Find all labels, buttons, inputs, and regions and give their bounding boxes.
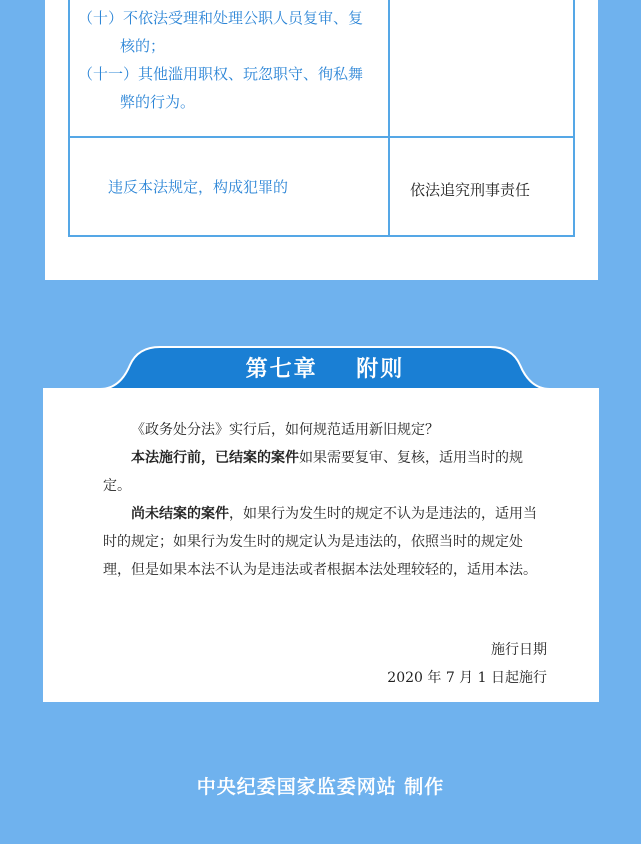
item-number: （十）: [78, 9, 124, 27]
paragraph: [103, 500, 543, 584]
footer-credit: 中央纪委国家监委网站 制作: [196, 776, 445, 798]
list-item: [78, 4, 378, 60]
chapter-banner: [100, 345, 550, 390]
item-text-continued: 弊的行为。: [120, 93, 196, 111]
violation-list: [78, 4, 378, 116]
paragraph-text: 如果需要复审、复核，适用当时的规定。: [103, 450, 523, 494]
penalty-cell: 依法追究刑事责任: [410, 181, 531, 199]
table-row-divider: [70, 136, 573, 138]
list-item: [78, 60, 378, 116]
effective-date-label: 施行日期: [491, 642, 547, 658]
penalty-table: [68, 0, 575, 237]
question-text: 《政务处分法》实行后，如何规范适用新旧规定？: [131, 422, 439, 438]
item-text-continued: 核的；: [120, 37, 166, 55]
chapter-title: 第七章 附则: [245, 357, 405, 382]
paragraph-text: ，如果行为发生时的规定不认为是违法的，适用当时的规定；如果行为发生时的规定认为是违法的，依照当时的规定处理，但是如果本法不认为是违法或者根据本法处理较轻的，适用本法。: [103, 506, 537, 578]
table-column-divider: [388, 0, 390, 235]
paragraph-emphasis: 本法施行前，已结案的案件: [131, 450, 299, 466]
content-card: [43, 388, 599, 702]
item-text: 不依法受理和处理公职人员复审、复: [123, 9, 364, 27]
paragraph-emphasis: 尚未结案的案件: [131, 506, 229, 522]
table-card: [45, 0, 598, 280]
item-number: （十一）: [78, 65, 139, 83]
paragraph: [103, 444, 543, 500]
violation-cell: 违反本法规定，构成犯罪的: [108, 178, 289, 196]
effective-date: 2020 年 7 月 1 日起施行: [387, 670, 547, 686]
item-text: 其他滥用职权、玩忽职守、徇私舞: [138, 65, 364, 83]
